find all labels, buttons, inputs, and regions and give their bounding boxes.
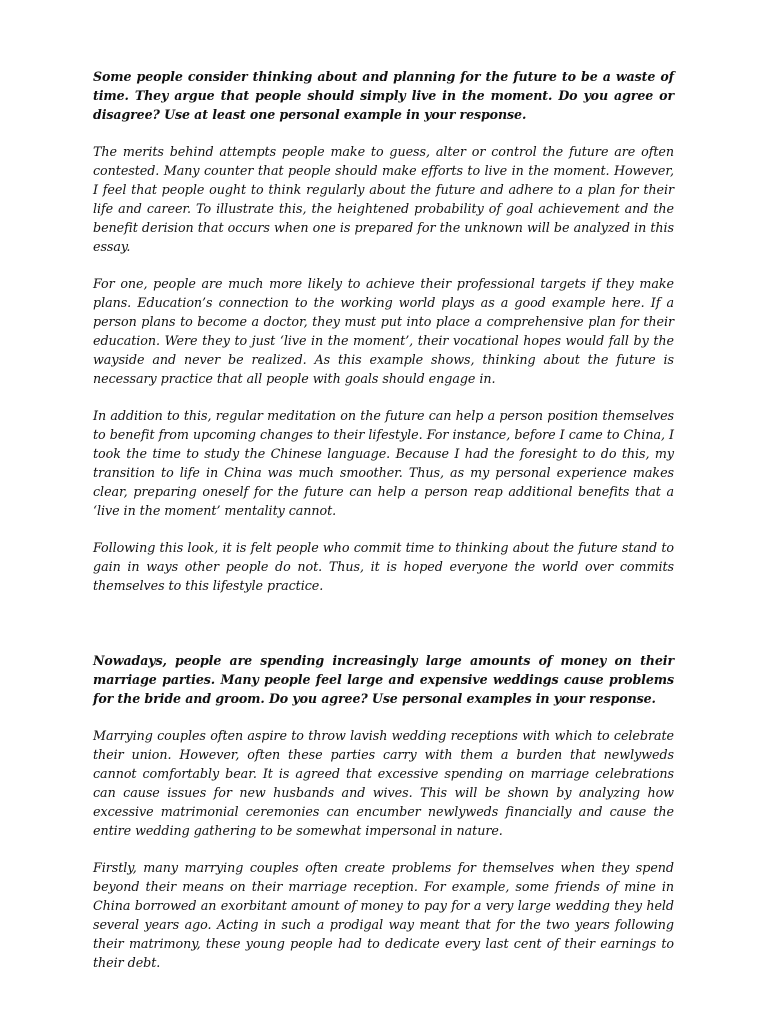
essay-2 xyxy=(93,651,674,972)
essay-2-paragraph-1: Marrying couples often aspire to throw lavish wedding receptions with which to celebrate their union. However, often these parties carry with them a burden that newlyweds cannot comfortably bear. It is agreed that excessive spending on marriage celebrations can cause issues for new husbands and wives. This will be shown by analyzing how excessive matrimonial ceremonies can encumber newlyweds financially and cause the entire wedding gathering to be somewhat impersonal in nature. xyxy=(93,728,674,838)
section-spacer xyxy=(93,613,674,651)
essay-1-paragraph-3: In addition to this, regular meditation on the future can help a person position themselves to benefit from upcoming changes to their lifestyle. For instance, before I came to China, I took the time to study the Chinese language. Because I had the foresight to do this, my transition to life in China was much smoother. Thus, as my personal experience makes clear, preparing oneself for the future can help a person reap additional benefits that a ‘live in the moment’ mentality cannot. xyxy=(93,408,674,518)
essay-2-paragraph-2: Firstly, many marrying couples often create problems for themselves when they spend beyond their means on their marriage reception. For example, some friends of mine in China borrowed an exorbitant amount of money to pay for a very large wedding they held several years ago. Acting in such a prodigal way meant that for the two years following their matrimony, these young people had to dedicate every last cent of their earnings to their debt. xyxy=(93,860,674,970)
essay-1-paragraph-1: The merits behind attempts people make to guess, alter or control the future are often contested. Many counter that people should make efforts to live in the moment. However, I feel that people ought to think regularly about the future and adhere to a plan for their life and career. To illustrate this, the heightened probability of goal achievement and the benefit derision that occurs when one is prepared for the unknown will be analyzed in this essay. xyxy=(93,144,674,254)
essay-1 xyxy=(93,67,674,595)
essay-1-paragraph-2: For one, people are much more likely to achieve their professional targets if they make plans. Education’s connection to the working world plays as a good example here. If a person plans to become a doctor, they must put into place a comprehensive plan for their education. Were they to just ‘live in the moment’, their vocational hopes would fall by the wayside and never be realized. As this example shows, thinking about the future is necessary practice that all people with goals should engage in. xyxy=(93,276,674,386)
essay-1-prompt: Some people consider thinking about and planning for the future to be a waste of time. They argue that people should simply live in the moment. Do you agree or disagree? Use at least one personal example in your response. xyxy=(93,69,674,122)
essay-1-paragraph-4: Following this look, it is felt people who commit time to thinking about the future stand to gain in ways other people do not. Thus, it is hoped everyone the world over commits themselves to this lifestyle practice. xyxy=(93,540,674,593)
essay-2-prompt: Nowadays, people are spending increasingly large amounts of money on their marriage parties. Many people feel large and expensive weddings cause problems for the bride and groom. Do you agree? Use personal examples in your response. xyxy=(93,653,674,706)
